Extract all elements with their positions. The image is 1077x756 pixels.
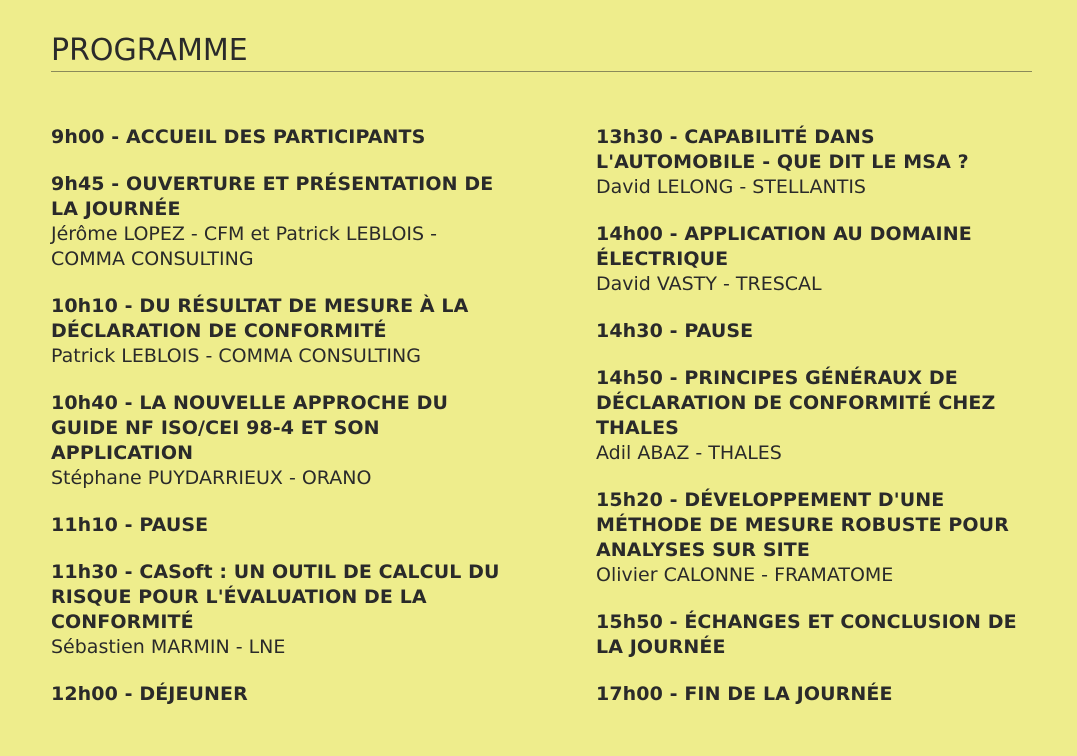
session-title: 15h20 - DÉVELOPPEMENT D'UNE MÉTHODE DE MESURE ROBUSTE POUR ANALYSES SUR SITE	[596, 489, 1009, 561]
session-title: 12h00 - DÉJEUNER	[51, 683, 248, 705]
session-title: 14h00 - APPLICATION AU DOMAINE ÉLECTRIQUE	[596, 223, 972, 270]
session-title: 17h00 - FIN DE LA JOURNÉE	[596, 683, 893, 705]
session-title: 11h10 - PAUSE	[51, 514, 209, 536]
schedule-item	[596, 682, 1032, 707]
schedule-column-left	[51, 125, 501, 729]
schedule-item	[596, 366, 1032, 466]
session-speaker: Adil ABAZ - THALES	[596, 442, 782, 464]
schedule-item	[596, 488, 1032, 588]
schedule-item	[596, 222, 1032, 297]
schedule-item	[51, 391, 501, 491]
session-speaker: Olivier CALONNE - FRAMATOME	[596, 564, 894, 586]
session-speaker: Sébastien MARMIN - LNE	[51, 636, 286, 658]
schedule-item	[596, 610, 1032, 660]
session-title: 14h50 - PRINCIPES GÉNÉRAUX DE DÉCLARATION DE CONFORMITÉ CHEZ THALES	[596, 367, 996, 439]
session-title: 13h30 - CAPABILITÉ DANS L'AUTOMOBILE - QUE DIT LE MSA ?	[596, 126, 969, 173]
page-title: PROGRAMME	[51, 33, 248, 68]
session-title: 9h00 - ACCUEIL DES PARTICIPANTS	[51, 126, 426, 148]
schedule-item	[51, 172, 501, 272]
title-divider	[51, 71, 1032, 72]
session-title: 10h40 - LA NOUVELLE APPROCHE DU GUIDE NF ISO/CEI 98-4 ET SON APPLICATION	[51, 392, 448, 464]
schedule-item	[51, 513, 501, 538]
schedule-item	[596, 125, 1032, 200]
session-title: 15h50 - ÉCHANGES ET CONCLUSION DE LA JOURNÉE	[596, 611, 1017, 658]
session-title: 9h45 - OUVERTURE ET PRÉSENTATION DE LA JOURNÉE	[51, 173, 494, 220]
schedule-item	[51, 560, 501, 660]
schedule-item	[51, 294, 501, 369]
schedule-item	[51, 125, 501, 150]
session-speaker: Patrick LEBLOIS - COMMA CONSULTING	[51, 345, 421, 367]
session-speaker: David LELONG - STELLANTIS	[596, 176, 866, 198]
session-title: 10h10 - DU RÉSULTAT DE MESURE À LA DÉCLARATION DE CONFORMITÉ	[51, 295, 469, 342]
session-title: 11h30 - CASoft : UN OUTIL DE CALCUL DU RISQUE POUR L'ÉVALUATION DE LA CONFORMITÉ	[51, 561, 500, 633]
programme-page	[51, 0, 1032, 756]
session-speaker: David VASTY - TRESCAL	[596, 273, 822, 295]
session-speaker: Stéphane PUYDARRIEUX - ORANO	[51, 467, 372, 489]
session-speaker: Jérôme LOPEZ - CFM et Patrick LEBLOIS - COMMA CONSULTING	[51, 223, 437, 270]
schedule-column-right	[596, 125, 1032, 729]
session-title: 14h30 - PAUSE	[596, 320, 754, 342]
schedule-item	[596, 319, 1032, 344]
schedule-item	[51, 682, 501, 707]
